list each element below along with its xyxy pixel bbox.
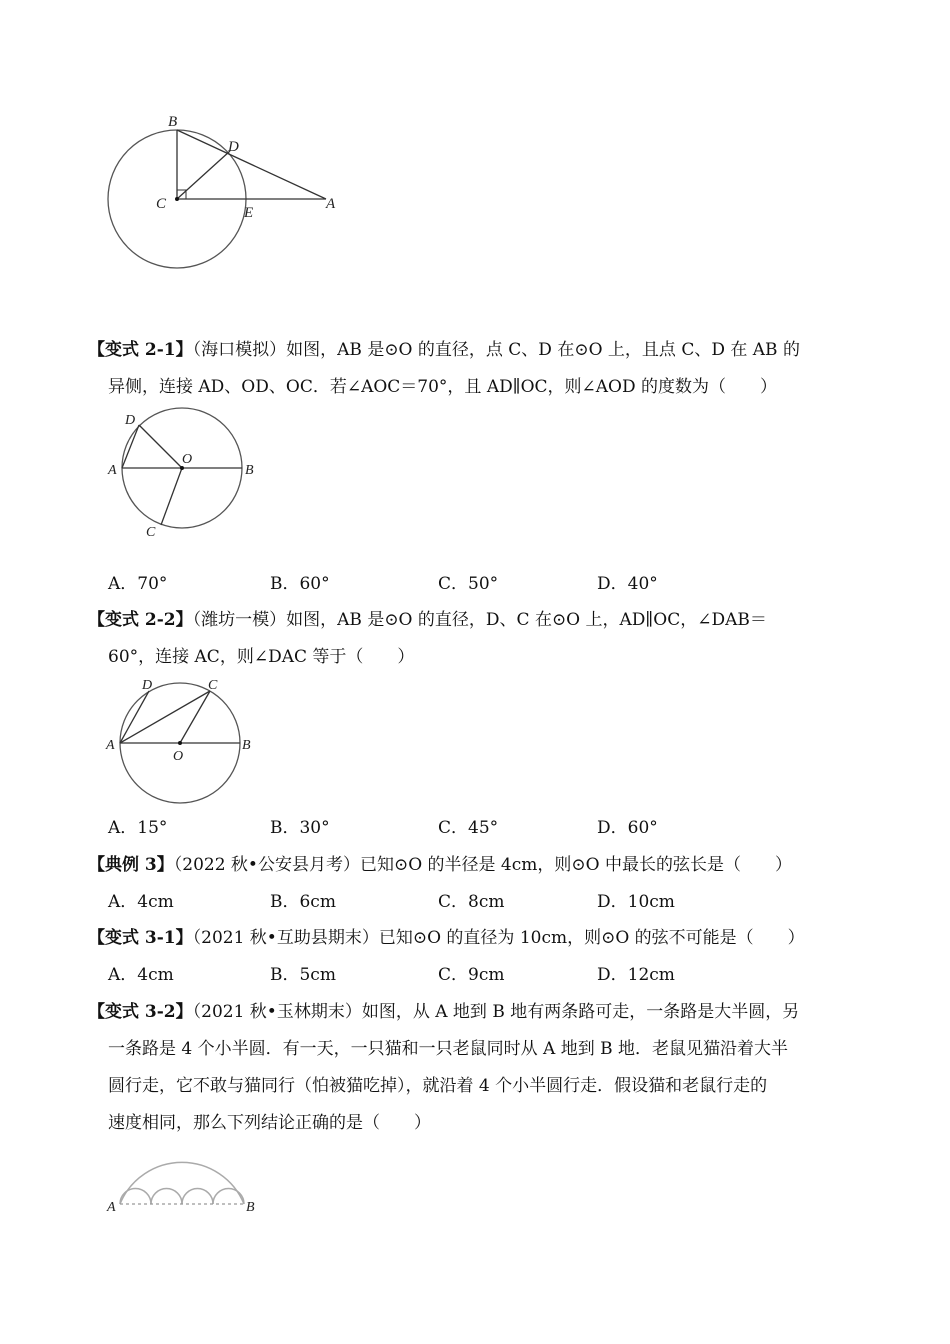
label-b: B [242,738,251,753]
q21-choice-a[interactable]: A．70° [108,574,168,594]
small-semicircle-2 [151,1189,182,1205]
segment-oc [180,691,210,743]
segment-ad [122,425,139,468]
segment-cd [177,151,230,199]
label-b: B [168,114,178,130]
q21-choice-b[interactable]: B．60° [270,574,330,594]
segment-ac [120,691,210,743]
label-d: D [142,678,153,693]
label-e: E [244,205,254,221]
q31-line1 [88,926,805,950]
segment-oc [161,468,182,525]
label-d: D [228,139,239,155]
label-a: A [106,738,115,753]
q21-choice-d[interactable]: D．40° [597,574,658,594]
q22-text1: （潍坊一模）如图，AB 是⊙O 的直径，D、C 在⊙O 上，AD∥OC，∠DAB＝ [192,610,767,630]
large-semicircle [120,1162,244,1204]
q31-text1: （2021 秋•互助县期末）已知⊙O 的直径为 10cm，则⊙O 的弦不可能是（ ） [192,928,805,948]
q22-text2: 60°，连接 AC，则∠DAC 等于（ ） [108,647,415,667]
segment-ba [177,130,326,199]
figure-q21 [104,406,264,546]
small-semicircle-1 [120,1189,151,1205]
label-a: A [107,1200,116,1215]
q32-line1 [88,1000,799,1024]
q22-tag: 【变式 2-2】 [88,610,193,630]
q3-choice-a[interactable]: A．4cm [108,892,174,912]
q3-text1: （2022 秋•公安县月考）已知⊙O 的半径是 4cm，则⊙O 中最长的弦长是（ ） [173,855,792,875]
q22-choice-d[interactable]: D．60° [597,818,658,838]
label-b: B [245,463,254,478]
label-d: D [125,413,136,428]
q32-tag: 【变式 3-2】 [88,1002,193,1022]
q21-line1 [88,338,800,362]
q3-line1 [88,853,792,877]
q32-text2: 一条路是 4 个小半圆．有一天，一只猫和一只老鼠同时从 A 地到 B 地．老鼠见猫沿着大半 [108,1039,789,1059]
q22-line2 [108,645,414,669]
figure-tangent-circle [100,110,360,280]
q31-choice-c[interactable]: C．9cm [438,965,505,985]
label-o: O [182,452,193,467]
q22-choice-a[interactable]: A．15° [108,818,168,838]
label-a: A [326,196,336,212]
q22-line1 [88,608,767,632]
q22-choice-c[interactable]: C．45° [438,818,499,838]
q21-text1: （海口模拟）如图，AB 是⊙O 的直径，点 C、D 在⊙O 上，且点 C、D 在 AB 的 [192,340,800,360]
q31-tag: 【变式 3-1】 [88,928,193,948]
label-c: C [156,196,167,212]
q3-choice-d[interactable]: D．10cm [597,892,675,912]
q32-line2 [108,1037,788,1061]
figure-semicircles [104,1140,264,1220]
q31-choice-b[interactable]: B．5cm [270,965,336,985]
q32-text4: 速度相同，那么下列结论正确的是（ ） [108,1113,431,1133]
small-semicircle-4 [213,1189,244,1205]
q3-tag: 【典例 3】 [88,855,174,875]
center-point [175,197,179,201]
small-semicircle-3 [182,1189,213,1205]
q21-tag: 【变式 2-1】 [88,340,193,360]
q31-choice-a[interactable]: A．4cm [108,965,174,985]
q22-choice-b[interactable]: B．30° [270,818,330,838]
q32-line3 [108,1074,767,1098]
label-c: C [146,525,156,540]
q3-choice-c[interactable]: C．8cm [438,892,505,912]
figure-q22 [104,674,264,812]
q3-choice-b[interactable]: B．6cm [270,892,336,912]
q21-choice-c[interactable]: C．50° [438,574,499,594]
segment-od [139,425,182,468]
center-o [178,741,182,745]
q31-choice-d[interactable]: D．12cm [597,965,675,985]
q32-text1: （2021 秋•玉林期末）如图，从 A 地到 B 地有两条路可走，一条路是大半圆，另 [192,1002,800,1022]
q32-line4 [108,1111,431,1135]
label-b: B [246,1200,255,1215]
q21-text2: 异侧，连接 AD、OD、OC．若∠AOC＝70°，且 AD∥OC，则∠AOD 的度数为（ ） [108,377,778,397]
label-a: A [108,463,117,478]
label-c: C [208,678,218,693]
q32-text3: 圆行走，它不敢与猫同行（怕被猫吃掉），就沿着 4 个小半圆行走．假设猫和老鼠行走的 [108,1076,768,1096]
q21-line2 [108,375,777,399]
label-o: O [173,749,184,764]
